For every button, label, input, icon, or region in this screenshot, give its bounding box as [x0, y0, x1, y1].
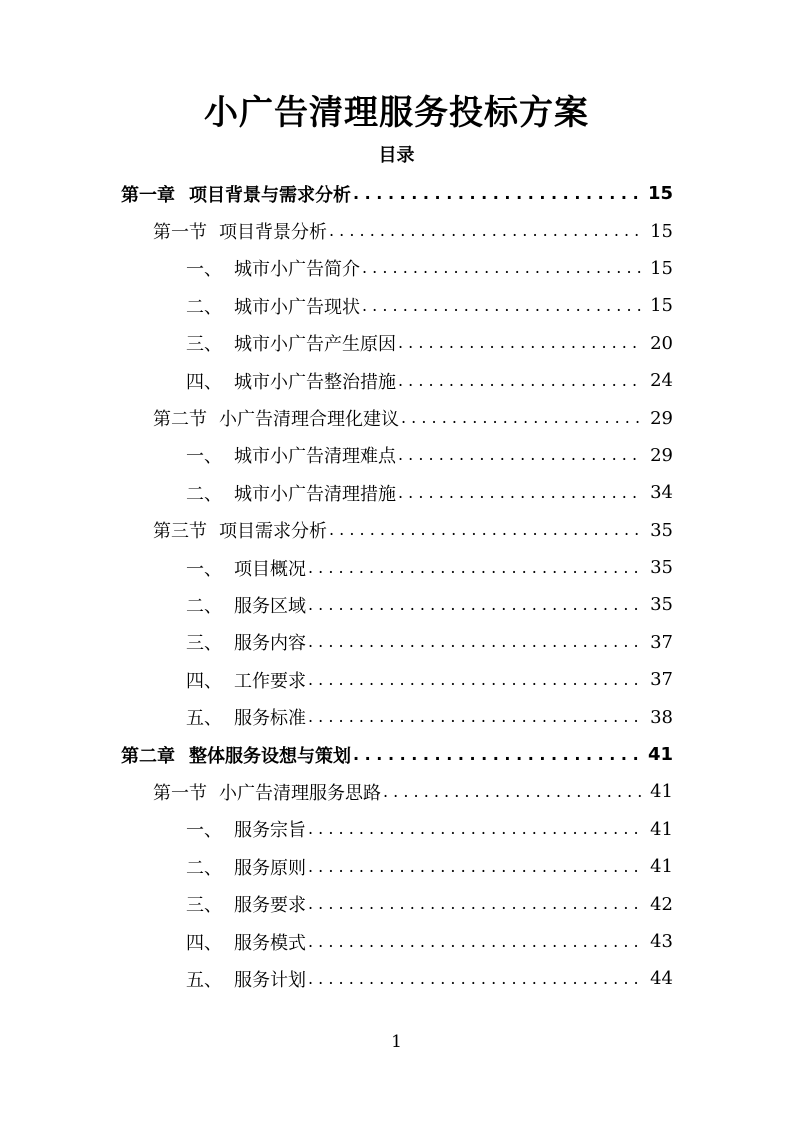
toc-entry-number: 第二节: [153, 409, 207, 431]
toc-subsection-entry[interactable]: [0, 698, 793, 735]
toc-entry-number: 第一节: [153, 222, 207, 244]
toc-subsection-entry[interactable]: [0, 848, 793, 885]
toc-entry-title: [186, 929, 306, 955]
toc-section-entry[interactable]: [0, 399, 793, 436]
toc-dot-leader: [362, 257, 643, 279]
toc-entry-page: 15: [650, 295, 673, 317]
toc-entry-label: 工作要求: [234, 670, 306, 692]
toc-chapter-entry[interactable]: [0, 175, 793, 212]
toc-dot-leader: [398, 482, 643, 504]
toc-entry-page: 34: [650, 482, 673, 504]
toc-entry-page: 41: [650, 856, 673, 878]
toc-entry-label: 城市小广告产生原因: [234, 334, 396, 356]
toc-subsection-entry[interactable]: [0, 250, 793, 287]
toc-dot-leader: [398, 332, 643, 354]
toc-entry-number: 第一节: [153, 782, 207, 804]
toc-dot-leader: [308, 669, 643, 691]
toc-dot-leader: [308, 931, 643, 953]
toc-entry-page: 41: [650, 781, 673, 803]
toc-entry-label: 小广告清理合理化建议: [219, 409, 399, 431]
toc-subsection-entry[interactable]: [0, 287, 793, 324]
toc-entry-number: 四、: [186, 670, 222, 692]
toc-subsection-entry[interactable]: [0, 923, 793, 960]
toc-entry-label: 服务计划: [234, 969, 306, 991]
toc-entry-number: 三、: [186, 895, 222, 917]
toc-entry-title: [186, 555, 306, 581]
toc-entry-page: 35: [650, 594, 673, 616]
toc-entry-title: [186, 704, 306, 730]
toc-entry-number: 一、: [186, 446, 222, 468]
table-of-contents: [0, 175, 793, 998]
toc-subsection-entry[interactable]: [0, 661, 793, 698]
toc-dot-leader: [308, 893, 643, 915]
toc-entry-title: [186, 255, 360, 281]
toc-entry-label: 城市小广告清理措施: [234, 483, 396, 505]
toc-entry-number: 一、: [186, 820, 222, 842]
toc-entry-number: 第一章: [121, 184, 175, 206]
toc-dot-leader: [401, 407, 643, 429]
toc-dot-leader: [308, 557, 643, 579]
toc-entry-label: 服务宗旨: [234, 820, 306, 842]
toc-entry-title: [186, 667, 306, 693]
toc-entry-page: 42: [650, 893, 673, 915]
toc-entry-number: 三、: [186, 334, 222, 356]
toc-entry-page: 15: [647, 183, 673, 205]
toc-entry-page: 24: [650, 370, 673, 392]
toc-chapter-entry[interactable]: [0, 736, 793, 773]
toc-subsection-entry[interactable]: [0, 437, 793, 474]
toc-dot-leader: [398, 370, 643, 392]
toc-subsection-entry[interactable]: [0, 885, 793, 922]
toc-entry-label: 城市小广告整治措施: [234, 371, 396, 393]
toc-entry-number: 二、: [186, 857, 222, 879]
toc-entry-page: 20: [650, 332, 673, 354]
toc-dot-leader: [308, 856, 643, 878]
toc-entry-number: 第二章: [121, 745, 175, 767]
toc-entry-page: 41: [650, 818, 673, 840]
toc-dot-leader: [308, 631, 643, 653]
toc-entry-label: 城市小广告现状: [234, 296, 360, 318]
toc-entry-number: 五、: [186, 708, 222, 730]
toc-entry-number: 二、: [186, 483, 222, 505]
toc-entry-label: 城市小广告清理难点: [234, 446, 396, 468]
toc-dot-leader: [329, 220, 643, 242]
toc-section-entry[interactable]: [0, 512, 793, 549]
toc-entry-page: 29: [650, 444, 673, 466]
toc-entry-title: [186, 368, 396, 394]
toc-entry-page: 44: [650, 968, 673, 990]
toc-subsection-entry[interactable]: [0, 325, 793, 362]
toc-entry-title: [186, 891, 306, 917]
toc-entry-title: [186, 480, 396, 506]
document-title: 小广告清理服务投标方案: [204, 93, 589, 133]
toc-entry-label: 服务要求: [234, 895, 306, 917]
toc-entry-title: [186, 854, 306, 880]
toc-entry-title: [186, 293, 360, 319]
toc-entry-number: 二、: [186, 296, 222, 318]
toc-entry-label: 服务区域: [234, 595, 306, 617]
toc-entry-number: 二、: [186, 595, 222, 617]
toc-subsection-entry[interactable]: [0, 960, 793, 997]
toc-entry-page: 35: [650, 519, 673, 541]
toc-heading: 目录: [378, 145, 415, 166]
toc-entry-label: 服务标准: [234, 708, 306, 730]
toc-entry-number: 三、: [186, 633, 222, 655]
toc-subsection-entry[interactable]: [0, 811, 793, 848]
toc-entry-page: 35: [650, 557, 673, 579]
toc-entry-number: 四、: [186, 371, 222, 393]
toc-entry-label: 服务模式: [234, 932, 306, 954]
page-number: 1: [391, 1032, 402, 1052]
toc-entry-page: 38: [650, 706, 673, 728]
toc-entry-title: [153, 779, 381, 805]
toc-dot-leader: [362, 295, 643, 317]
toc-entry-label: 小广告清理服务思路: [219, 782, 381, 804]
toc-subsection-entry[interactable]: [0, 624, 793, 661]
toc-entry-number: 一、: [186, 558, 222, 580]
toc-dot-leader: [353, 744, 643, 766]
toc-entry-title: [153, 218, 327, 244]
toc-entry-page: 41: [647, 744, 673, 766]
toc-entry-title: [153, 405, 399, 431]
toc-entry-title: [121, 742, 351, 768]
toc-subsection-entry[interactable]: [0, 362, 793, 399]
toc-section-entry[interactable]: [0, 773, 793, 810]
toc-dot-leader: [329, 519, 643, 541]
toc-section-entry[interactable]: [0, 212, 793, 249]
toc-entry-number: 四、: [186, 932, 222, 954]
toc-entry-number: 一、: [186, 259, 222, 281]
toc-entry-title: [121, 181, 351, 207]
toc-entry-page: 15: [650, 220, 673, 242]
toc-entry-number: 五、: [186, 969, 222, 991]
toc-entry-page: 37: [650, 631, 673, 653]
toc-dot-leader: [353, 183, 643, 205]
toc-dot-leader: [398, 444, 643, 466]
toc-entry-page: 29: [650, 407, 673, 429]
toc-entry-label: 项目背景分析: [219, 222, 327, 244]
toc-entry-page: 15: [650, 257, 673, 279]
toc-subsection-entry[interactable]: [0, 549, 793, 586]
toc-dot-leader: [383, 781, 643, 803]
toc-dot-leader: [308, 968, 643, 990]
toc-entry-label: 项目背景与需求分析: [189, 184, 351, 206]
toc-entry-title: [186, 330, 396, 356]
toc-entry-title: [186, 592, 306, 618]
toc-entry-label: 服务内容: [234, 633, 306, 655]
toc-entry-label: 整体服务设想与策划: [189, 745, 351, 767]
toc-dot-leader: [308, 594, 643, 616]
toc-subsection-entry[interactable]: [0, 474, 793, 511]
toc-entry-title: [186, 816, 306, 842]
toc-dot-leader: [308, 818, 643, 840]
toc-entry-label: 项目概况: [234, 558, 306, 580]
toc-entry-number: 第三节: [153, 521, 207, 543]
toc-entry-title: [186, 966, 306, 992]
toc-entry-label: 项目需求分析: [219, 521, 327, 543]
toc-entry-label: 城市小广告简介: [234, 259, 360, 281]
toc-subsection-entry[interactable]: [0, 586, 793, 623]
toc-entry-page: 37: [650, 669, 673, 691]
toc-entry-title: [153, 517, 327, 543]
toc-entry-page: 43: [650, 931, 673, 952]
toc-dot-leader: [308, 706, 643, 728]
toc-entry-title: [186, 442, 396, 468]
toc-entry-label: 服务原则: [234, 857, 306, 879]
toc-entry-title: [186, 629, 306, 655]
